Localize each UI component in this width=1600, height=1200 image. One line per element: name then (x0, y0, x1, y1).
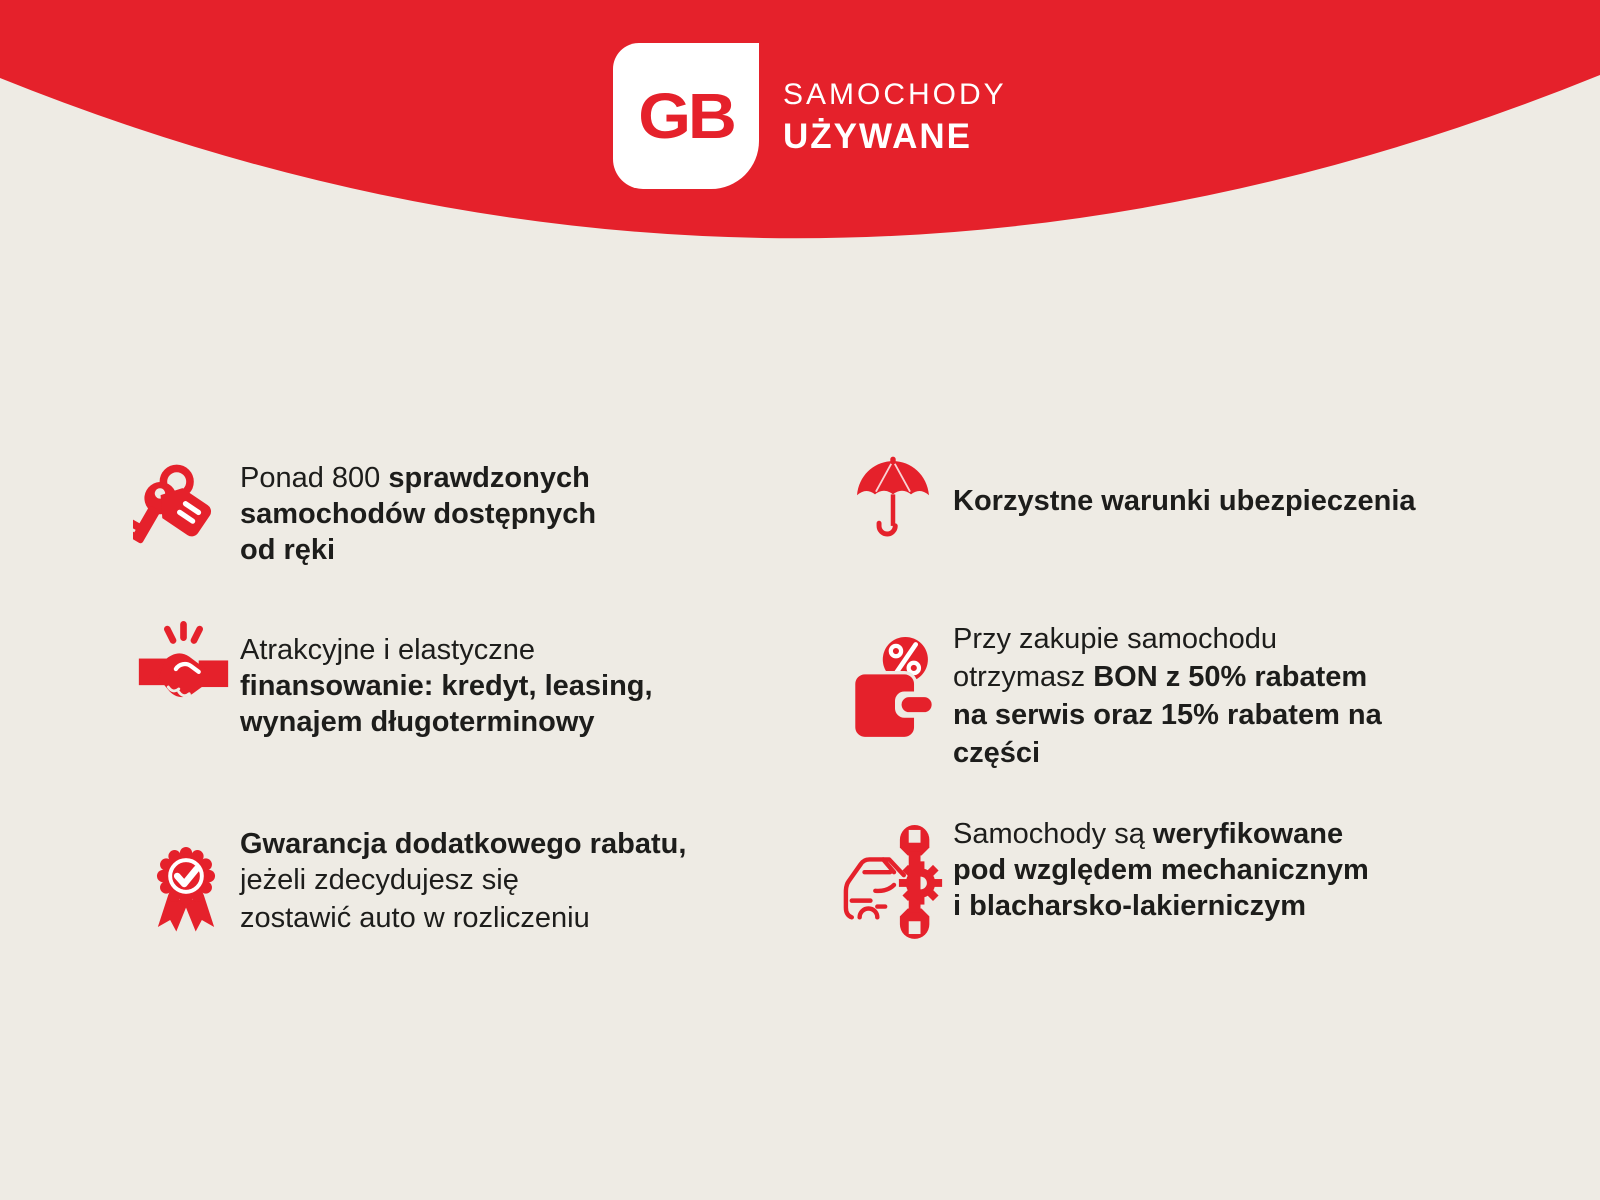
car-service-icon (840, 822, 948, 940)
feature-verification (840, 816, 1369, 945)
feature-financing (136, 616, 653, 740)
brand-wordmark (783, 78, 1007, 157)
brand-logo (613, 43, 759, 189)
feature-guarantee (133, 826, 686, 943)
feature-voucher (848, 620, 1382, 772)
handshake-icon (136, 616, 231, 722)
wallet-percent-icon (848, 632, 942, 750)
feature-stock (133, 458, 596, 568)
umbrella-icon (848, 452, 938, 544)
feature-financing-text: Atrakcyjne i elastyczne finansowanie: kredyt, leasing, wynajem długoterminowy (240, 634, 653, 738)
feature-voucher-text: Przy zakupie samochodu otrzymasz BON z 50% rabatem na serwis oraz 15% rabatem na części (953, 623, 1382, 769)
key-tag-icon (133, 458, 228, 553)
feature-guarantee-text: Gwarancja dodatkowego rabatu, jeżeli zdecydujesz się zostawić auto w rozliczeniu (240, 828, 687, 934)
feature-insurance (848, 452, 1416, 549)
medal-check-icon (142, 836, 230, 938)
feature-verification-text: Samochody są weryfikowane pod względem mechanicznym i blacharsko-lakierniczym (953, 818, 1369, 922)
feature-insurance-text: Korzystne warunki ubezpieczenia (953, 484, 1416, 517)
feature-stock-text: Ponad 800 sprawdzonych samochodów dostępnych od ręki (240, 462, 597, 566)
brand-line-uzywane: UŻYWANE (783, 117, 972, 156)
gb-logo-text: GB (638, 80, 734, 152)
brand-line-samochody: SAMOCHODY (783, 78, 1007, 111)
